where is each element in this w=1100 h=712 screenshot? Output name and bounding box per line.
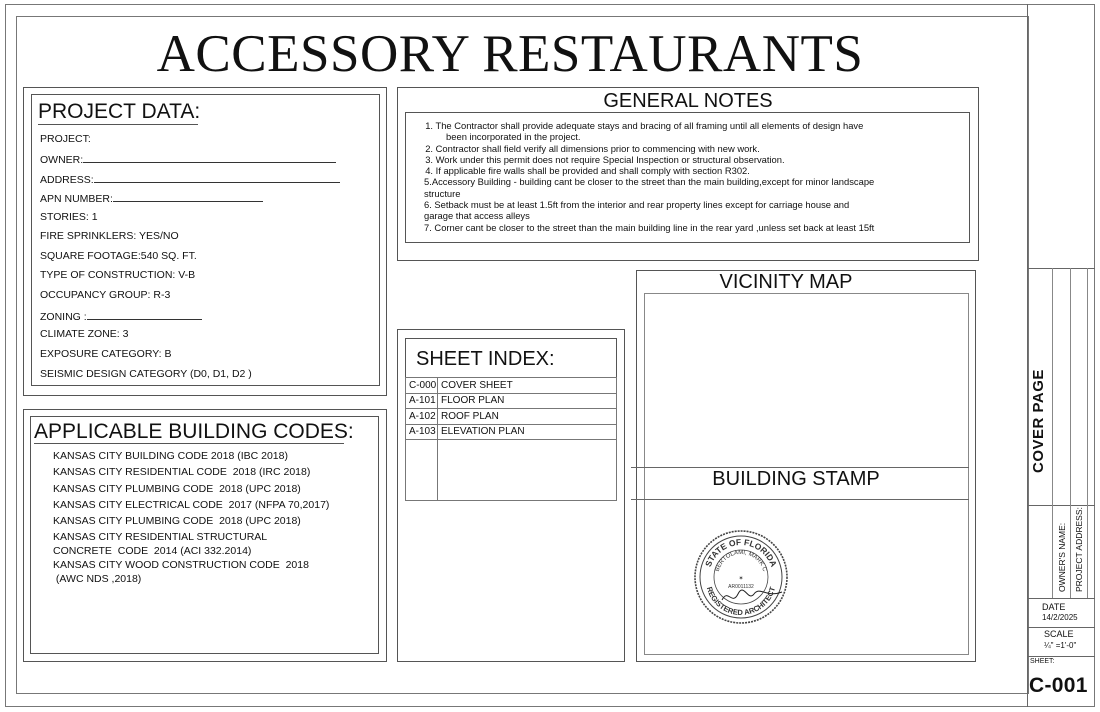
code-item: KANSAS CITY PLUMBING CODE 2018 (UPC 2018) — [53, 515, 301, 528]
owner-line: OWNER: — [40, 152, 336, 167]
scale-value: ¼" =1'-0" — [1044, 641, 1077, 650]
table-row — [406, 424, 617, 440]
stamp-divider-bottom — [631, 499, 969, 500]
note-item: 4. If applicable fire walls shall be provided and shall comply with section R302. — [420, 165, 750, 177]
sheet-number-cell: A-101 — [406, 393, 438, 409]
code-item: KANSAS CITY WOOD CONSTRUCTION CODE 2018 (AWC NDS ,2018) — [53, 559, 309, 585]
vicinity-map-heading: VICINITY MAP — [719, 271, 853, 293]
address-blank — [94, 172, 340, 183]
seismic-line: SEISMIC DESIGN CATEGORY (D0, D1, D2 ) — [40, 368, 252, 380]
table-row — [406, 440, 617, 501]
empty-cell — [406, 440, 438, 501]
exposure-line: EXPOSURE CATEGORY: B — [40, 348, 172, 360]
table-row — [406, 409, 617, 425]
code-item: KANSAS CITY RESIDENTIAL STRUCTURAL CONCRETE CODE 2014 (ACI 332.2014) — [53, 531, 268, 557]
zoning-line: ZONING : — [40, 309, 202, 324]
scale-label: SCALE — [1044, 629, 1074, 639]
general-notes-heading: GENERAL NOTES — [603, 90, 773, 112]
project-line: PROJECT: — [40, 133, 91, 145]
sheet-index-heading: SHEET INDEX: — [416, 348, 555, 370]
sheet-number-cell: A-102 — [406, 409, 438, 425]
building-codes-heading-underline — [34, 443, 344, 444]
sheet-name-cell: COVER SHEET — [438, 378, 617, 394]
sheet-number-cell: A-103 — [406, 424, 438, 440]
owner-blank — [83, 152, 336, 163]
title-block-divider — [1027, 4, 1028, 707]
note-item: 3. Work under this permit does not require Special Inspection or structural observation. — [420, 153, 785, 165]
code-item: KANSAS CITY PLUMBING CODE 2018 (UPC 2018) — [53, 482, 301, 495]
empty-cell — [438, 440, 617, 501]
square-footage-line: SQUARE FOOTAGE:540 SQ. FT. — [40, 250, 197, 262]
title-block-line — [1027, 627, 1095, 628]
note-item: 1. The Contractor shall provide adequate stays and bracing of all framing until all elements of design have been incorporated in the project. — [425, 120, 864, 143]
seal-license-text: AR0011132 — [728, 584, 754, 590]
building-codes-heading: APPLICABLE BUILDING CODES: — [34, 420, 354, 443]
note-item: 5.Accessory Building - building cant be closer to the street than the main building,except for minor landscape structure — [424, 176, 875, 199]
sheet-name-cell: ROOF PLAN — [438, 409, 617, 425]
title-block-vline — [1070, 268, 1071, 598]
title-block-line — [1027, 598, 1095, 599]
title-block-line — [1027, 505, 1095, 506]
sheet-number-cell: C-000 — [406, 378, 438, 394]
project-address-label: PROJECT ADDRESS: — [1074, 507, 1084, 592]
title-block-line — [1027, 656, 1095, 657]
sheet-index-table — [405, 377, 617, 501]
sheet-label: SHEET: — [1030, 658, 1055, 665]
date-label: DATE — [1042, 602, 1066, 612]
project-data-heading: PROJECT DATA: — [38, 100, 201, 123]
building-stamp-heading: BUILDING STAMP — [712, 468, 880, 490]
seal-title-text: REGISTERED ARCHITECT — [704, 585, 778, 618]
cover-page-label: COVER PAGE — [1030, 369, 1047, 473]
seal-name-text: BERTOLAMI, MARK C — [714, 549, 768, 573]
page-title: ACCESSORY RESTAURANTS — [156, 25, 864, 83]
stories-line: STORIES: 1 — [40, 211, 98, 223]
apn-blank — [113, 191, 263, 202]
title-block-vline — [1087, 268, 1088, 598]
zoning-blank — [87, 309, 202, 320]
sheet-name-cell: FLOOR PLAN — [438, 393, 617, 409]
sheet-name-cell: ELEVATION PLAN — [438, 424, 617, 440]
seal-state-text: STATE OF FLORIDA — [702, 536, 780, 569]
title-block-vline — [1052, 268, 1053, 598]
architect-seal — [692, 528, 790, 626]
general-notes-list — [420, 120, 874, 233]
table-row — [406, 378, 617, 394]
address-line: ADDRESS: — [40, 172, 340, 187]
code-item: KANSAS CITY BUILDING CODE 2018 (IBC 2018) — [53, 450, 288, 462]
climate-zone-line: CLIMATE ZONE: 3 — [40, 328, 129, 340]
note-item: 2. Contractor shall field verify all dimensions prior to commencing with new work. — [420, 142, 760, 154]
code-item: KANSAS CITY RESIDENTIAL CODE 2018 (IRC 2018) — [53, 466, 311, 479]
seal-star-icon: ✶ — [738, 576, 744, 582]
table-row — [406, 393, 617, 409]
note-item: 6. Setback must be at least 1.5ft from the interior and rear property lines except for carriage house and garage that access alleys — [424, 199, 850, 222]
project-data-heading-underline — [38, 124, 198, 125]
date-value: 14/2/2025 — [1042, 613, 1078, 622]
title-block-line — [1027, 268, 1095, 269]
sheet-number: C-001 — [1029, 674, 1088, 697]
apn-line: APN NUMBER: — [40, 191, 263, 206]
occupancy-line: OCCUPANCY GROUP: R-3 — [40, 289, 171, 301]
note-item: 7. Corner cant be closer to the street than the main building line in the rear yard ,unless set back at least 15ft — [424, 221, 875, 233]
construction-type-line: TYPE OF CONSTRUCTION: V-B — [40, 269, 196, 281]
owner-name-label: OWNER'S NAME: — [1057, 522, 1067, 592]
fire-sprinklers-line: FIRE SPRINKLERS: YES/NO — [40, 230, 179, 242]
building-codes-list — [53, 448, 329, 586]
code-item: KANSAS CITY ELECTRICAL CODE 2017 (NFPA 70,2017) — [53, 498, 330, 511]
